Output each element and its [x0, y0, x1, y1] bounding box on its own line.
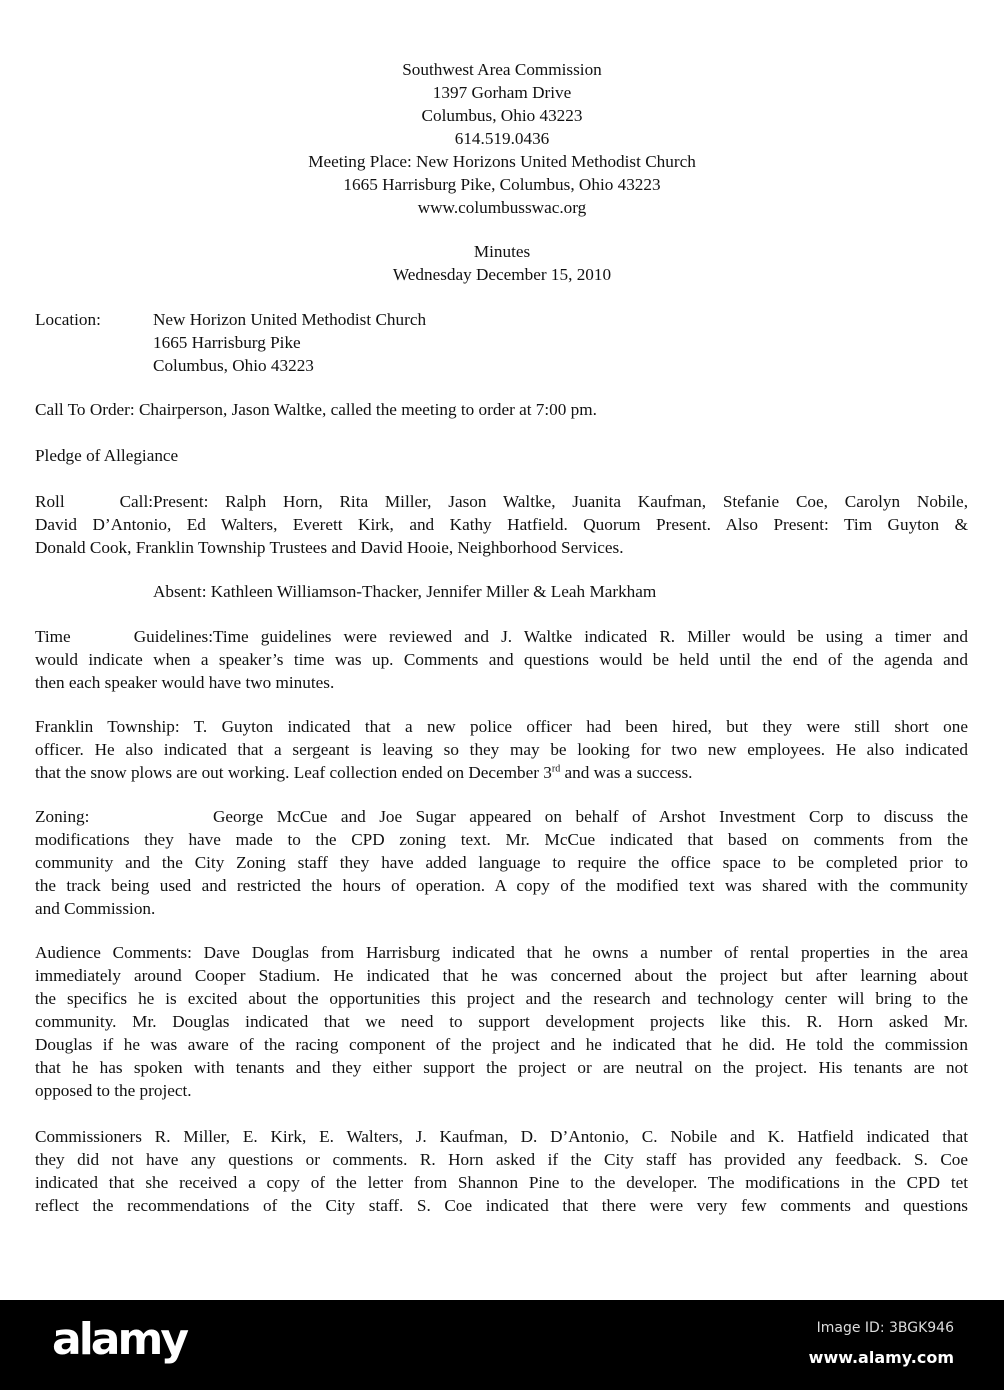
line-text: they did not have any questions or comments. R. Horn asked if the City staff has provided any feedback. S. Coe [35, 1150, 968, 1169]
paragraph-line [35, 513, 968, 536]
paragraph-label: Zoning: [35, 807, 90, 826]
superscript: rd [551, 763, 561, 775]
line-text: Franklin Township: T. Guyton indicated that a new police officer had been hired, but they were still short one [35, 717, 968, 736]
paragraph-line [35, 761, 968, 784]
line-text: Call To Order: Chairperson, Jason Waltke, called the meeting to order at 7:00 pm. [35, 400, 597, 419]
location-line: Columbus, Ohio 43223 [153, 356, 314, 375]
paragraph-line [35, 805, 968, 828]
location-block [35, 308, 968, 378]
line-text: Donald Cook, Franklin Township Trustees and David Hooie, Neighborhood Services. [35, 538, 624, 557]
location-label: Location: [35, 310, 101, 329]
line-text: community. Mr. Douglas indicated that we need to support development projects like this. R. Horn asked Mr. [35, 1012, 968, 1031]
paragraph-line [35, 738, 968, 761]
paragraph-line [35, 964, 968, 987]
line-text: the track being used and restricted the hours of operation. A copy of the modified text was shared with the community [35, 876, 968, 895]
paragraph-line [35, 987, 968, 1010]
paragraph-line [35, 648, 968, 671]
paragraph-line [35, 444, 968, 467]
paragraph-line [35, 1125, 968, 1148]
paragraph-line [35, 1079, 968, 1102]
location-line: New Horizon United Methodist Church [153, 310, 427, 329]
line-text: immediately around Cooper Stadium. He indicated that he was concerned about the project but after learning about [35, 966, 968, 985]
meeting-address: 1665 Harrisburg Pike, Columbus, Ohio 43223 [343, 175, 661, 194]
paragraph-line [35, 1010, 968, 1033]
minutes-heading [0, 240, 1004, 286]
paragraph-line [35, 941, 968, 964]
time-guidelines-paragraph [35, 625, 968, 694]
line-text: Commissioners R. Miller, E. Kirk, E. Walters, J. Kaufman, D. D’Antonio, C. Nobile and K. Hatfield indicated that [35, 1127, 968, 1146]
roll-call-paragraph [35, 490, 968, 559]
line-text: Audience Comments: Dave Douglas from Harrisburg indicated that he owns a number of rental properties in the area [35, 943, 968, 962]
call-to-order-paragraph [35, 398, 968, 421]
paragraph-line [35, 874, 968, 897]
line-text: then each speaker would have two minutes. [35, 673, 335, 692]
line-text: that he has spoken with tenants and they either support the project or are neutral on the project. His tenants are not [35, 1058, 968, 1077]
line-text: David D’Antonio, Ed Walters, Everett Kirk, and Kathy Hatfield. Quorum Present. Also Present: Tim Guyton & [35, 515, 968, 534]
paragraph-line [35, 1194, 968, 1217]
org-phone: 614.519.0436 [454, 129, 550, 148]
line-text: Time guidelines were reviewed and J. Waltke indicated R. Miller would be using a timer and [213, 627, 968, 646]
paragraph-line [35, 897, 968, 920]
absent-paragraph [153, 580, 968, 603]
paragraph-label: Roll Call: [35, 492, 153, 511]
line-text: indicated that she received a copy of the letter from Shannon Pine to the developer. The modifications in the CPD tet [35, 1173, 968, 1192]
pledge-paragraph [35, 444, 968, 467]
line-text: Douglas if he was aware of the racing component of the project and he indicated that he did. He told the commission [35, 1035, 968, 1054]
line-text: reflect the recommendations of the City staff. S. Coe indicated that there were very few comments and questions [35, 1196, 968, 1215]
paragraph-line [35, 1171, 968, 1194]
audience-comments-paragraph [35, 941, 968, 1102]
line-text: would indicate when a speaker’s time was up. Comments and questions would be held until the end of the agenda and [35, 650, 968, 669]
image-id: Image ID: 3BGK946 [816, 1320, 954, 1336]
org-city: Columbus, Ohio 43223 [421, 106, 583, 125]
line-text: and Commission. [35, 899, 156, 918]
meeting-date: Wednesday December 15, 2010 [392, 265, 612, 284]
line-text: Absent: Kathleen Williamson-Thacker, Jennifer Miller & Leah Markham [153, 582, 657, 601]
line-text: officer. He also indicated that a sergeant is leaving so they may be looking for two new employees. He also indicated [35, 740, 968, 759]
line-text: the specifics he is excited about the opportunities this project and the research and technology center will bring to the [35, 989, 968, 1008]
alamy-logo: alamy [52, 1314, 186, 1365]
franklin-township-paragraph [35, 715, 968, 784]
paragraph-line [35, 536, 968, 559]
paragraph-line [35, 625, 968, 648]
paragraph-line [35, 671, 968, 694]
paragraph-line [35, 490, 968, 513]
paragraph-label: Time Guidelines: [35, 627, 213, 646]
paragraph-line [35, 1033, 968, 1056]
doc-title: Minutes [473, 242, 531, 261]
paragraph-line [35, 1056, 968, 1079]
line-text: and was a success. [560, 763, 693, 782]
paragraph-line [153, 580, 968, 603]
letterhead [0, 58, 1004, 219]
paragraph-line [35, 715, 968, 738]
paragraph-line [35, 828, 968, 851]
location-line: 1665 Harrisburg Pike [153, 333, 301, 352]
line-text: that the snow plows are out working. Leaf collection ended on December 3 [35, 763, 552, 782]
org-address: 1397 Gorham Drive [432, 83, 572, 102]
meeting-place: Meeting Place: New Horizons United Methodist Church [308, 152, 696, 171]
line-text: George McCue and Joe Sugar appeared on behalf of Arshot Investment Corp to discuss the [213, 807, 968, 826]
line-text: Pledge of Allegiance [35, 446, 179, 465]
line-text: opposed to the project. [35, 1081, 192, 1100]
line-text: community and the City Zoning staff they have added language to require the office space to be completed prior to [35, 853, 968, 872]
line-text: modifications they have made to the CPD zoning text. Mr. McCue indicated that based on comments from the [35, 830, 968, 849]
zoning-paragraph [35, 805, 968, 920]
paragraph-line [35, 851, 968, 874]
paragraph-line [35, 1148, 968, 1171]
commissioners-paragraph [35, 1125, 968, 1217]
paragraph-line [35, 398, 968, 421]
line-text: Present: Ralph Horn, Rita Miller, Jason Waltke, Juanita Kaufman, Stefanie Coe, Carolyn Nobile, [153, 492, 968, 511]
watermark-banner [0, 1300, 1004, 1390]
org-name: Southwest Area Commission [402, 60, 602, 79]
watermark-url: www.alamy.com [808, 1348, 954, 1367]
org-website: www.columbusswac.org [417, 198, 587, 217]
